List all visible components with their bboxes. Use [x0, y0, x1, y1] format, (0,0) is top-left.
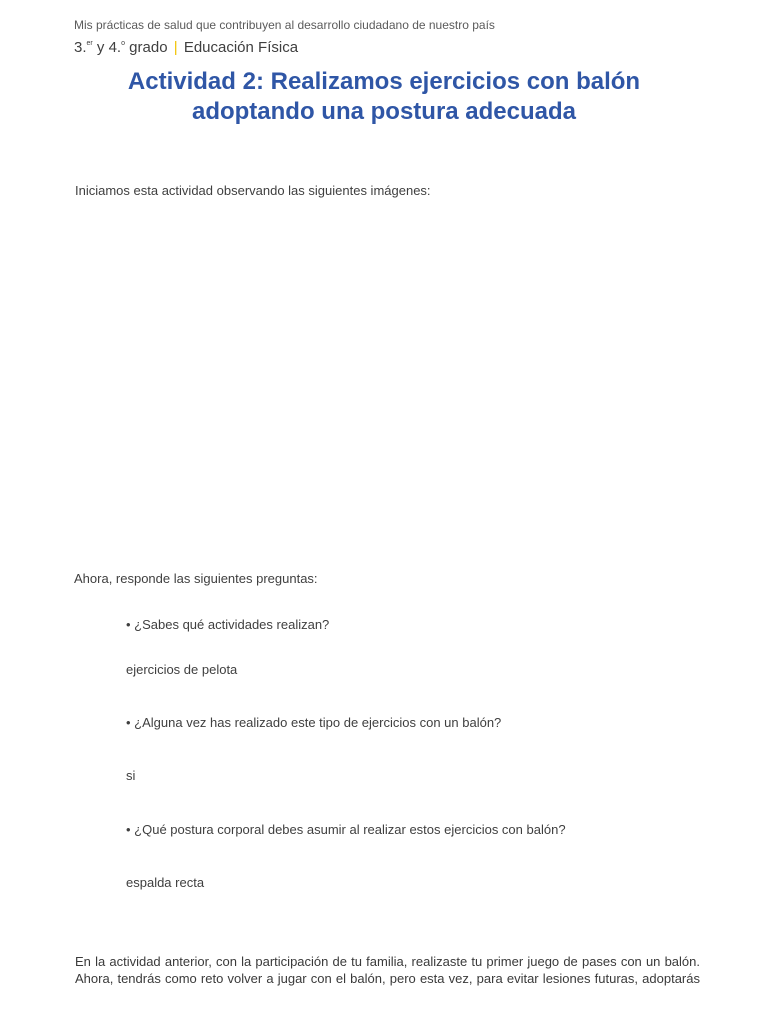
- images-placeholder: [75, 210, 695, 560]
- bottom-paragraph: [75, 953, 700, 987]
- grade-sup1: er: [86, 40, 93, 47]
- grade-part1: 3.: [74, 39, 87, 56]
- activity-title: [60, 67, 708, 127]
- question-2: • ¿Alguna vez has realizado este tipo de ejercicios con un balón?: [126, 715, 502, 730]
- grade-sup2: o: [121, 40, 126, 47]
- answer-3: espalda recta: [126, 875, 205, 890]
- answer-1: ejercicios de pelota: [126, 662, 238, 677]
- intro-text: Iniciamos esta actividad observando las siguientes imágenes:: [75, 183, 431, 198]
- question-3: • ¿Qué postura corporal debes asumir al realizar estos ejercicios con balón?: [126, 822, 566, 837]
- questions-prompt: Ahora, responde las siguientes preguntas:: [74, 571, 318, 586]
- grade-part3: grado: [125, 39, 168, 56]
- grade-part2: y 4.: [92, 39, 122, 56]
- bottom-line1: En la actividad anterior, con la participación de tu familia, realizaste tu primer juego de pases con un balón.: [75, 954, 700, 969]
- question-1: • ¿Sabes qué actividades realizan?: [126, 617, 330, 632]
- header-separator: |: [173, 39, 178, 56]
- activity-title-line2: adoptando una postura adecuada: [191, 98, 577, 125]
- bottom-line2: Ahora, tendrás como reto volver a jugar con el balón, pero esta vez, para evitar lesiones futuras, adoptarás: [75, 971, 700, 986]
- answer-2: si: [126, 768, 136, 783]
- header-grade: [74, 39, 298, 56]
- activity-title-line1: Actividad 2: Realizamos ejercicios con balón: [127, 68, 641, 95]
- header-subtitle: Mis prácticas de salud que contribuyen al desarrollo ciudadano de nuestro país: [74, 18, 495, 32]
- header-subject: Educación Física: [183, 39, 299, 56]
